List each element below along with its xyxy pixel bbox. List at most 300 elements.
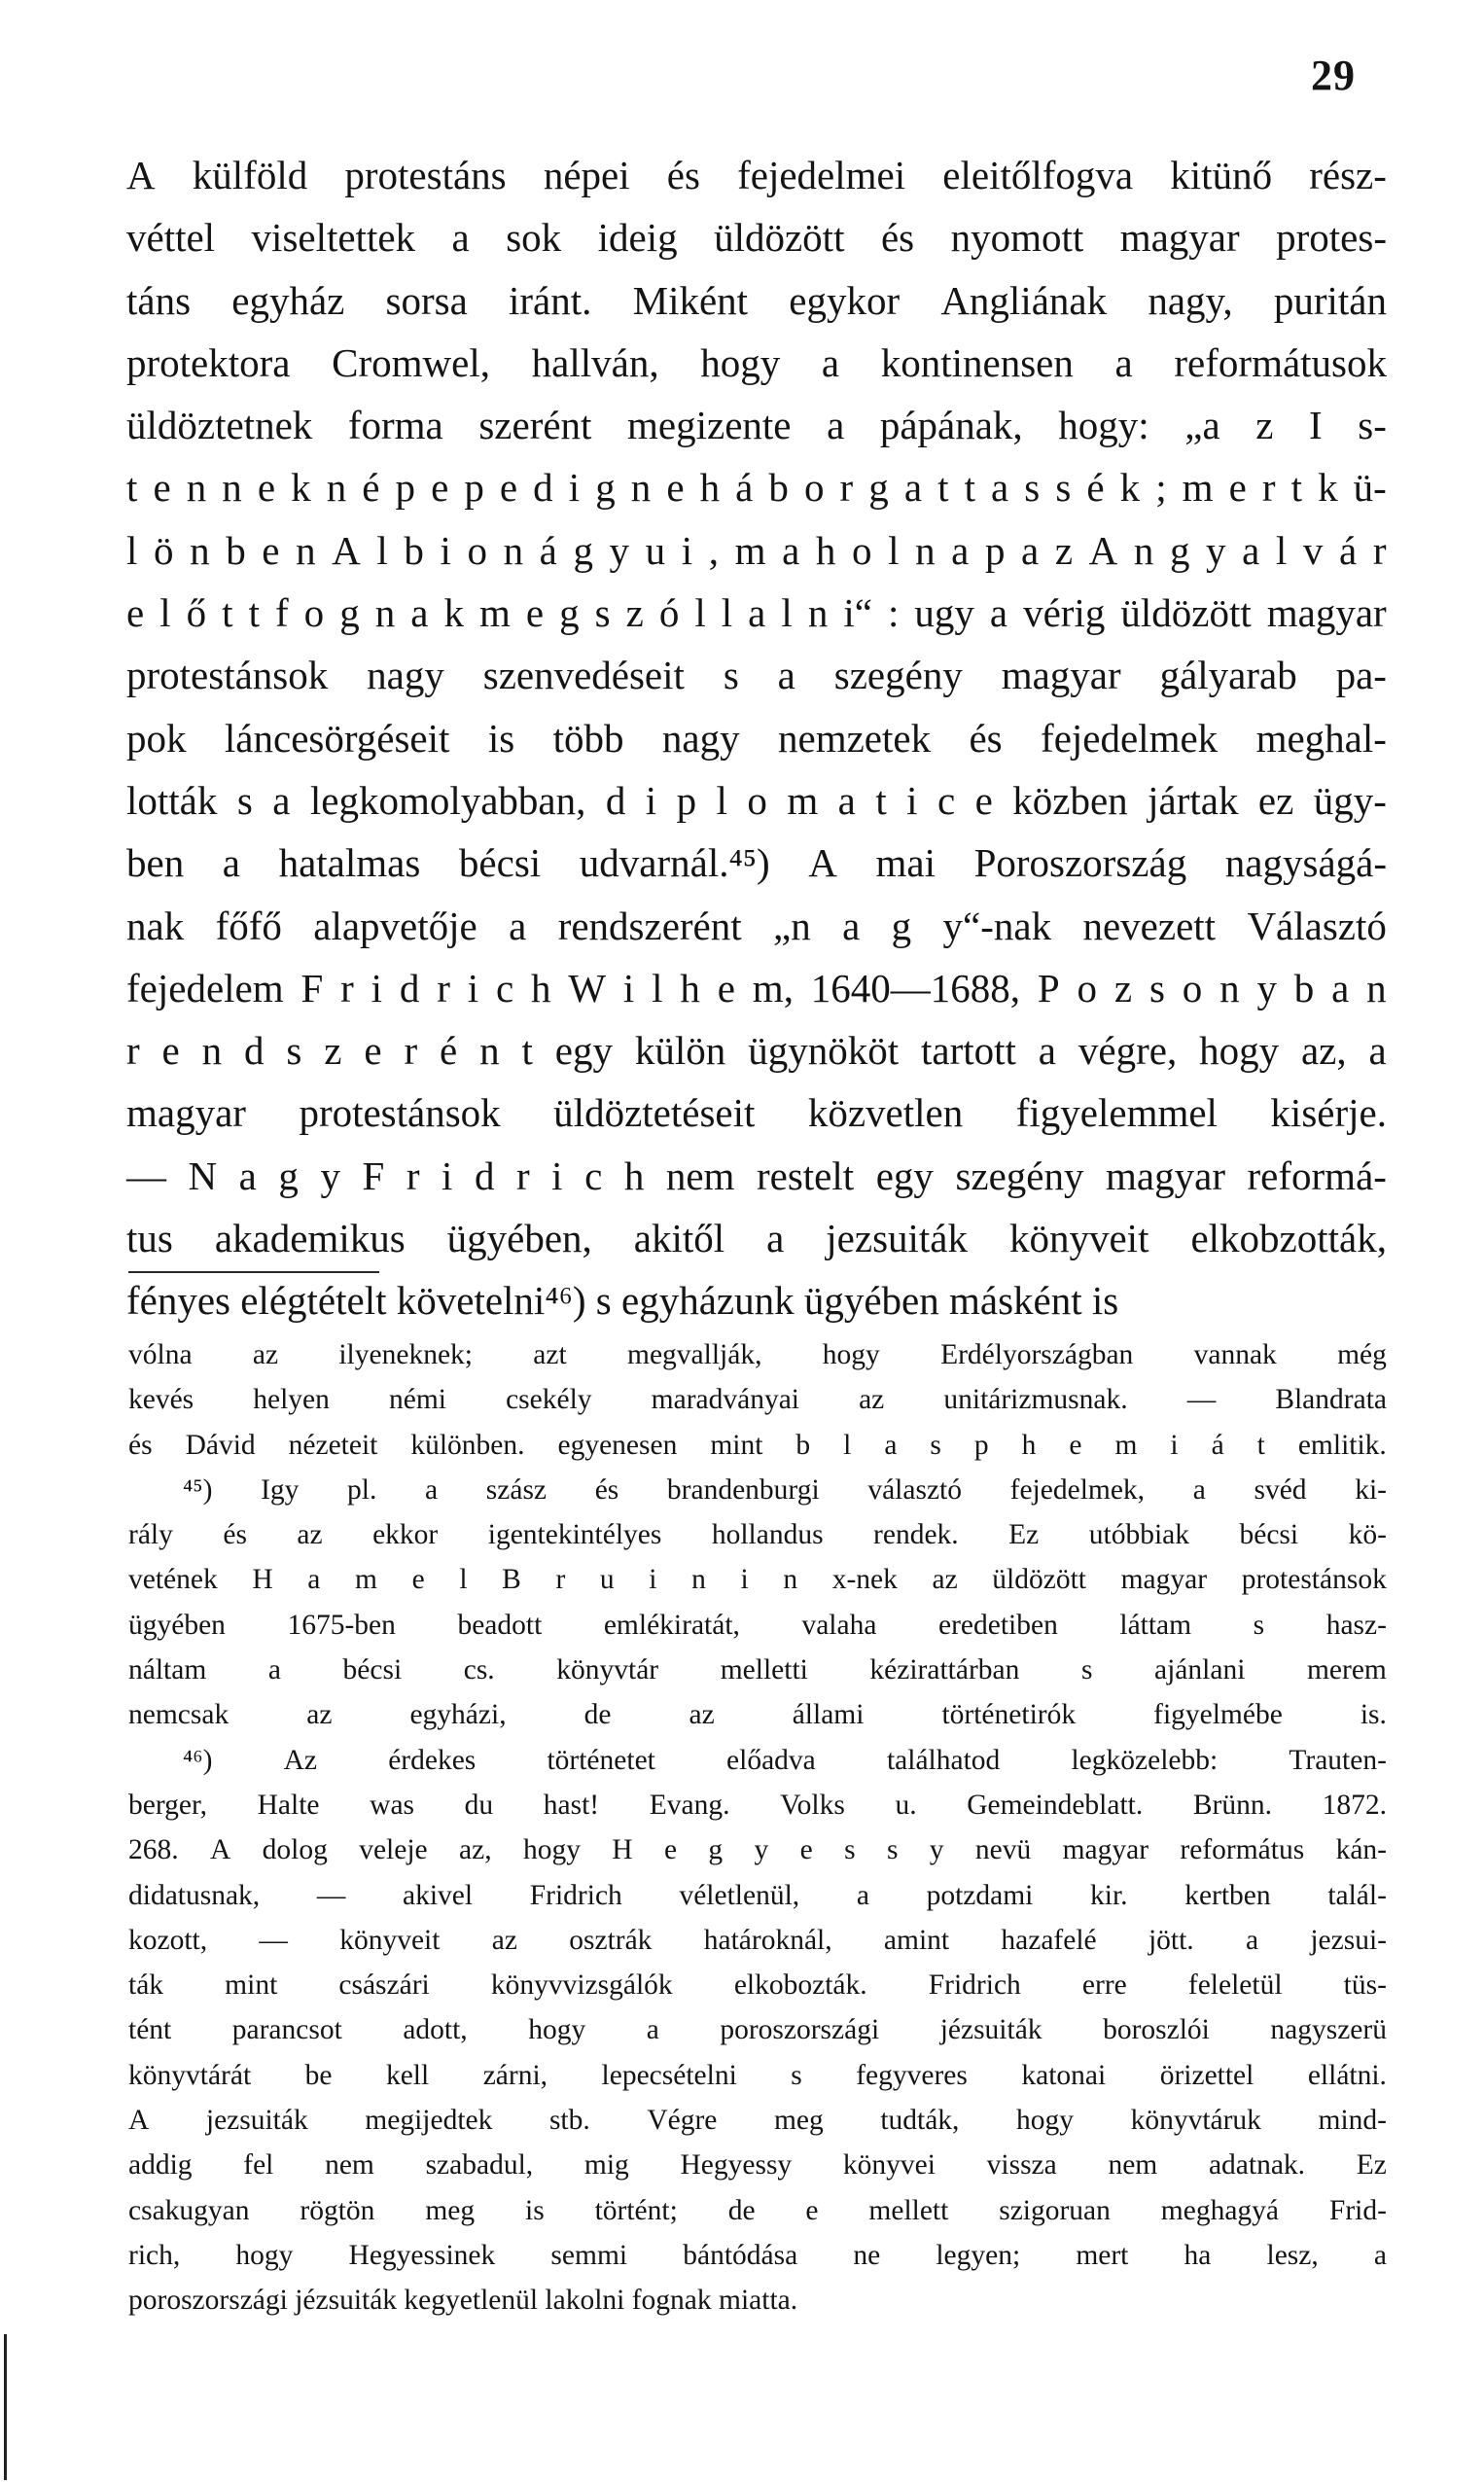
word: pa- — [1335, 653, 1387, 698]
word: ajánlani — [1154, 1654, 1246, 1686]
word: tüs- — [1343, 1969, 1387, 2002]
word: t — [1256, 1429, 1265, 1461]
footnote-line — [128, 2278, 1387, 2323]
word: Miként — [632, 277, 749, 323]
word: a — [1373, 2239, 1387, 2271]
word: és — [594, 1473, 619, 1506]
word: magyar — [1119, 215, 1240, 261]
word: szerént — [478, 403, 592, 448]
word: az — [689, 1699, 715, 1731]
word: A — [126, 153, 156, 197]
body-line — [126, 1145, 1387, 1207]
word: l — [126, 527, 138, 573]
word: és — [969, 715, 1003, 761]
word: megvallják, — [627, 1339, 762, 1370]
word: i — [681, 527, 693, 573]
word: i — [649, 1564, 657, 1596]
word: n — [1133, 527, 1154, 573]
word: nagy — [367, 653, 444, 698]
word: i — [906, 777, 918, 823]
scan-edge-mark — [4, 2334, 13, 2480]
word: Frid- — [1328, 2194, 1387, 2226]
word: l — [721, 590, 733, 636]
word: ⁴⁵) — [183, 1473, 213, 1506]
word: nemcsak — [128, 1699, 230, 1731]
word: b — [768, 465, 789, 511]
word: z — [1054, 527, 1074, 573]
word: k — [1318, 465, 1338, 511]
word: c — [584, 1153, 603, 1198]
word: z — [1255, 403, 1274, 448]
word: amint — [883, 1924, 950, 1956]
word: egyenesen — [557, 1429, 678, 1461]
word: b — [1293, 965, 1315, 1011]
word: e — [257, 465, 276, 511]
word: lották — [126, 777, 218, 823]
word: de — [727, 2194, 756, 2226]
word: y — [754, 1834, 769, 1866]
word: Dávid — [185, 1429, 256, 1461]
word: jézsuiták — [939, 2014, 1042, 2046]
word: p — [984, 527, 1006, 573]
word: láttam — [1119, 1609, 1192, 1641]
word: forma — [347, 403, 443, 448]
word: n — [783, 1564, 798, 1596]
word: x-nek — [831, 1564, 898, 1596]
word: kontinensen — [880, 339, 1074, 385]
word: magyar — [1106, 1153, 1225, 1198]
word: n — [222, 465, 242, 511]
word: p — [973, 1429, 989, 1461]
word: y — [1256, 965, 1277, 1011]
word: e — [126, 590, 145, 636]
word: Trauten- — [1289, 1744, 1387, 1776]
word: sok — [506, 215, 562, 261]
word: — — [1186, 1384, 1217, 1416]
word: I — [1309, 403, 1323, 448]
word: mint — [225, 1969, 278, 2002]
word: örizettel — [1159, 2059, 1254, 2091]
word: utóbbiak — [1088, 1519, 1190, 1551]
word: a — [782, 527, 800, 573]
word: i — [622, 965, 635, 1011]
word: i — [467, 965, 479, 1011]
body-line — [126, 582, 1387, 644]
word: i — [440, 527, 451, 573]
word: u — [645, 527, 666, 573]
word: protestánsok — [126, 653, 329, 698]
word: lesz, — [1266, 2239, 1319, 2271]
word: h — [623, 1153, 645, 1198]
word: ügyében — [128, 1609, 226, 1641]
body-line-text: fényes elégtételt követelni⁴⁶) s egyházunk ügyében másként is — [126, 1278, 1119, 1324]
word: szigoruan — [999, 2194, 1111, 2226]
word: v — [1302, 527, 1324, 573]
word: , — [708, 527, 719, 573]
word: történt; — [594, 2194, 678, 2226]
word: e — [364, 1028, 382, 1074]
word: r — [406, 1153, 420, 1198]
word: gályarab — [1159, 653, 1297, 698]
word: bántódása — [683, 2239, 798, 2271]
word: melletti — [720, 1654, 808, 1686]
word: s — [1055, 465, 1072, 511]
word: restelt — [756, 1153, 855, 1198]
word: didatusnak, — [128, 1879, 261, 1911]
word: nagy — [661, 715, 740, 761]
footnote-line — [128, 1468, 1387, 1512]
word: s — [844, 1834, 856, 1866]
body-text — [126, 144, 1387, 1332]
word: jezsuiták — [205, 2105, 308, 2137]
word: mellett — [868, 2194, 949, 2226]
word: Fridrich — [928, 1969, 1021, 2002]
word: m — [478, 590, 511, 636]
word: n — [201, 1028, 223, 1074]
word: azt — [533, 1339, 567, 1370]
word: e — [1069, 1429, 1082, 1461]
word: a — [1192, 1473, 1206, 1506]
word: egyházi, — [409, 1699, 507, 1731]
word: i — [1170, 1429, 1179, 1461]
word: boroszlói — [1103, 2014, 1210, 2046]
word: n — [296, 527, 316, 573]
word: — — [316, 1879, 346, 1911]
word: a — [1038, 1028, 1056, 1074]
word: A — [128, 2105, 150, 2137]
word: is — [487, 715, 515, 761]
word: és — [880, 215, 915, 261]
word: meghagyá — [1160, 2194, 1280, 2226]
word: a — [989, 590, 1008, 636]
word: 1872. — [1322, 1789, 1387, 1821]
word: véttel — [126, 215, 216, 261]
word: be — [304, 2059, 333, 2091]
word: e — [431, 465, 449, 511]
word: könyveit — [1008, 1216, 1149, 1261]
word: t — [937, 465, 949, 511]
word: hast! — [543, 1789, 600, 1821]
word: a — [1368, 1028, 1387, 1074]
word: rály — [128, 1519, 173, 1551]
word: h — [531, 965, 551, 1011]
word: n — [630, 465, 652, 511]
word: főfő — [215, 903, 282, 948]
word: z — [625, 590, 644, 636]
word: jött. — [1148, 1924, 1194, 1956]
word: vannak — [1193, 1339, 1277, 1370]
word: c — [495, 965, 514, 1011]
word: e — [666, 465, 685, 511]
word: eredetiben — [937, 1609, 1058, 1641]
word: s — [286, 1028, 302, 1074]
word: d — [244, 1028, 265, 1074]
word: r — [1261, 465, 1276, 511]
footnote-line — [128, 2188, 1387, 2233]
word: Ez — [1356, 2149, 1387, 2181]
word: e — [1228, 465, 1247, 511]
word: a — [951, 527, 970, 573]
word: e — [663, 1834, 678, 1866]
word: a — [272, 777, 291, 823]
word: e — [499, 465, 518, 511]
word: közben — [1012, 777, 1128, 823]
word: ták — [128, 1969, 164, 2002]
word: m — [1182, 465, 1214, 511]
word: egyház — [231, 277, 345, 323]
word: d — [474, 1153, 495, 1198]
word: helyen — [253, 1384, 330, 1416]
word: kitünő — [1170, 153, 1273, 197]
word: hogy — [528, 2014, 586, 2046]
footnote-line — [128, 1873, 1387, 1918]
word: e — [161, 1028, 180, 1074]
word: üldöztetéseit — [553, 1090, 756, 1136]
word: akivel — [403, 1879, 474, 1911]
footnote-line — [128, 1332, 1387, 1377]
body-line — [126, 519, 1387, 582]
word: a — [425, 1473, 439, 1506]
word: üldözött — [714, 215, 845, 261]
word: talál- — [1327, 1879, 1387, 1911]
word: fejedelmei — [737, 153, 906, 197]
word: pápának, — [879, 403, 1023, 448]
word: üldözött — [992, 1564, 1086, 1596]
word: t — [875, 777, 887, 823]
word: i“ — [843, 590, 872, 636]
word: unitárizmusnak. — [943, 1384, 1128, 1416]
word: hogy — [822, 1339, 880, 1370]
word: s — [930, 1429, 941, 1461]
word: p — [395, 465, 416, 511]
word: reformátusok — [1174, 339, 1387, 385]
word: mind- — [1318, 2105, 1387, 2137]
word: állami — [792, 1699, 865, 1731]
word: kertben — [1184, 1879, 1271, 1911]
word: n — [1366, 965, 1387, 1011]
word: svéd — [1254, 1473, 1307, 1506]
word: á — [735, 465, 754, 511]
word: ez — [1257, 777, 1294, 823]
word: e — [805, 2194, 819, 2226]
word: á — [539, 527, 557, 573]
footnote-line — [128, 1603, 1387, 1648]
word: b — [226, 527, 246, 573]
word: g — [278, 1153, 299, 1198]
word: Erdélyországban — [940, 1339, 1134, 1370]
word: s- — [1358, 403, 1387, 448]
word: és — [666, 153, 700, 197]
body-line — [126, 707, 1387, 769]
word: a — [646, 2014, 659, 2046]
word: A — [808, 840, 837, 886]
word: vérig — [1023, 590, 1106, 636]
word: népei — [543, 153, 630, 197]
word: n — [374, 590, 396, 636]
word: fel — [243, 2149, 274, 2181]
word: Evang. — [649, 1789, 730, 1821]
word: tudták, — [880, 2105, 960, 2137]
word: határoknál, — [703, 1924, 832, 1956]
word: 1640—1688, — [810, 965, 1021, 1011]
word: t — [521, 1028, 533, 1074]
word: o — [1077, 965, 1098, 1011]
word: szegény — [955, 1153, 1084, 1198]
word: h — [815, 527, 836, 573]
word: bécsi — [342, 1654, 403, 1686]
word: H — [252, 1564, 273, 1596]
word: t — [222, 590, 233, 636]
word: a — [267, 1654, 281, 1686]
word: jezsui- — [1310, 1924, 1387, 1956]
word: g — [339, 590, 360, 636]
word: — — [126, 1153, 166, 1198]
word: d — [399, 965, 420, 1011]
word: ugy — [914, 590, 974, 636]
word: F — [300, 965, 324, 1011]
word: o — [1182, 965, 1203, 1011]
footnote-line — [128, 1423, 1387, 1468]
word: a — [451, 215, 470, 261]
word: iránt. — [509, 277, 592, 323]
body-line — [126, 269, 1387, 332]
word: k — [443, 590, 464, 636]
word: y — [609, 527, 630, 573]
word: az — [491, 1924, 517, 1956]
word: náltam — [128, 1654, 207, 1686]
word: Ez — [1008, 1519, 1040, 1551]
word: kevés — [128, 1384, 194, 1416]
word: meg — [773, 2105, 824, 2137]
word: W — [568, 965, 607, 1011]
word: történetet — [547, 1744, 655, 1776]
word: is — [525, 2194, 545, 2226]
word: a — [991, 465, 1009, 511]
word: „n — [773, 903, 811, 948]
word: végre, — [1078, 1028, 1178, 1074]
word: maradványai — [651, 1384, 799, 1416]
word: kö- — [1348, 1519, 1387, 1551]
word: dolog — [262, 1834, 328, 1866]
word: B — [502, 1564, 521, 1596]
word: szabadul, — [425, 2149, 534, 2181]
word: o — [851, 527, 872, 573]
word: t — [1290, 465, 1303, 511]
body-line — [126, 144, 1387, 206]
word: berger, — [128, 1789, 207, 1821]
word: r — [555, 1564, 566, 1596]
word: de — [583, 1699, 612, 1731]
word: református — [1180, 1834, 1305, 1866]
word: ó — [658, 590, 680, 636]
word: u. — [895, 1789, 917, 1821]
word: ellátni. — [1307, 2059, 1387, 2091]
word: magyar — [1001, 653, 1121, 698]
word: s — [723, 653, 739, 698]
word: akitől — [633, 1216, 725, 1261]
word: t — [248, 590, 260, 636]
word: császári — [338, 1969, 430, 2002]
word: H — [612, 1834, 633, 1866]
word: Igy — [261, 1473, 300, 1506]
word: l — [843, 1429, 852, 1461]
word: legközelebb: — [1071, 1744, 1219, 1776]
word: n — [190, 527, 210, 573]
word: a — [238, 1153, 257, 1198]
word: ügy- — [1313, 777, 1387, 823]
word: a — [222, 840, 240, 886]
word: Fridrich — [529, 1879, 622, 1911]
word: fejedelem — [126, 965, 284, 1011]
word: megizente — [627, 403, 792, 448]
word: is. — [1360, 1699, 1387, 1731]
word: valaha — [801, 1609, 877, 1641]
word: z — [1113, 965, 1133, 1011]
word: könyvei — [842, 2149, 936, 2181]
word: rich, — [128, 2239, 181, 2271]
page-number: 29 — [1311, 52, 1356, 99]
word: o — [747, 777, 767, 823]
word: g — [891, 903, 912, 948]
word: csekély — [506, 1384, 592, 1416]
word: a — [1331, 965, 1350, 1011]
word: némi — [389, 1384, 446, 1416]
word: fejedelmek, — [1009, 1473, 1146, 1506]
body-line — [126, 332, 1387, 394]
word: tént — [128, 2014, 172, 2046]
word: n — [186, 465, 207, 511]
word: kozott, — [128, 1924, 208, 1956]
word: elkobozták. — [733, 1969, 867, 2002]
word: b — [404, 527, 424, 573]
word: Angliának — [940, 277, 1108, 323]
word: i — [371, 965, 383, 1011]
word: m — [734, 527, 766, 573]
word: d — [605, 777, 626, 823]
word: több — [552, 715, 624, 761]
word: a — [1114, 339, 1133, 385]
word: f — [275, 590, 289, 636]
word: l — [652, 965, 663, 1011]
word: adatnak. — [1208, 2149, 1306, 2181]
footnote-separator — [128, 1271, 379, 1273]
word: Volks — [780, 1789, 845, 1821]
word: nak — [126, 903, 185, 948]
word: e — [525, 590, 545, 636]
word: üldöztetnek — [126, 403, 313, 448]
word: s — [1080, 1654, 1093, 1686]
word: z — [324, 1028, 342, 1074]
word: egy — [875, 1153, 934, 1198]
word: ⁴⁶) — [183, 1744, 213, 1776]
word: jezsuiták — [826, 1216, 969, 1261]
word: ügyében, — [446, 1216, 592, 1261]
word: s — [1253, 1609, 1265, 1641]
word: ; — [1155, 465, 1167, 511]
word: igentekintélyes — [487, 1519, 662, 1551]
word: á — [1339, 527, 1358, 573]
word: bécsi — [458, 840, 542, 886]
word: l — [888, 527, 900, 573]
word: Az — [283, 1744, 317, 1776]
word: magyar — [126, 1090, 246, 1136]
word: i — [551, 1153, 563, 1198]
word: a — [856, 1879, 869, 1911]
word: beadott — [457, 1609, 543, 1641]
word: Poroszország — [973, 840, 1187, 886]
word: s — [1024, 465, 1041, 511]
word: nagyságá- — [1224, 840, 1387, 886]
